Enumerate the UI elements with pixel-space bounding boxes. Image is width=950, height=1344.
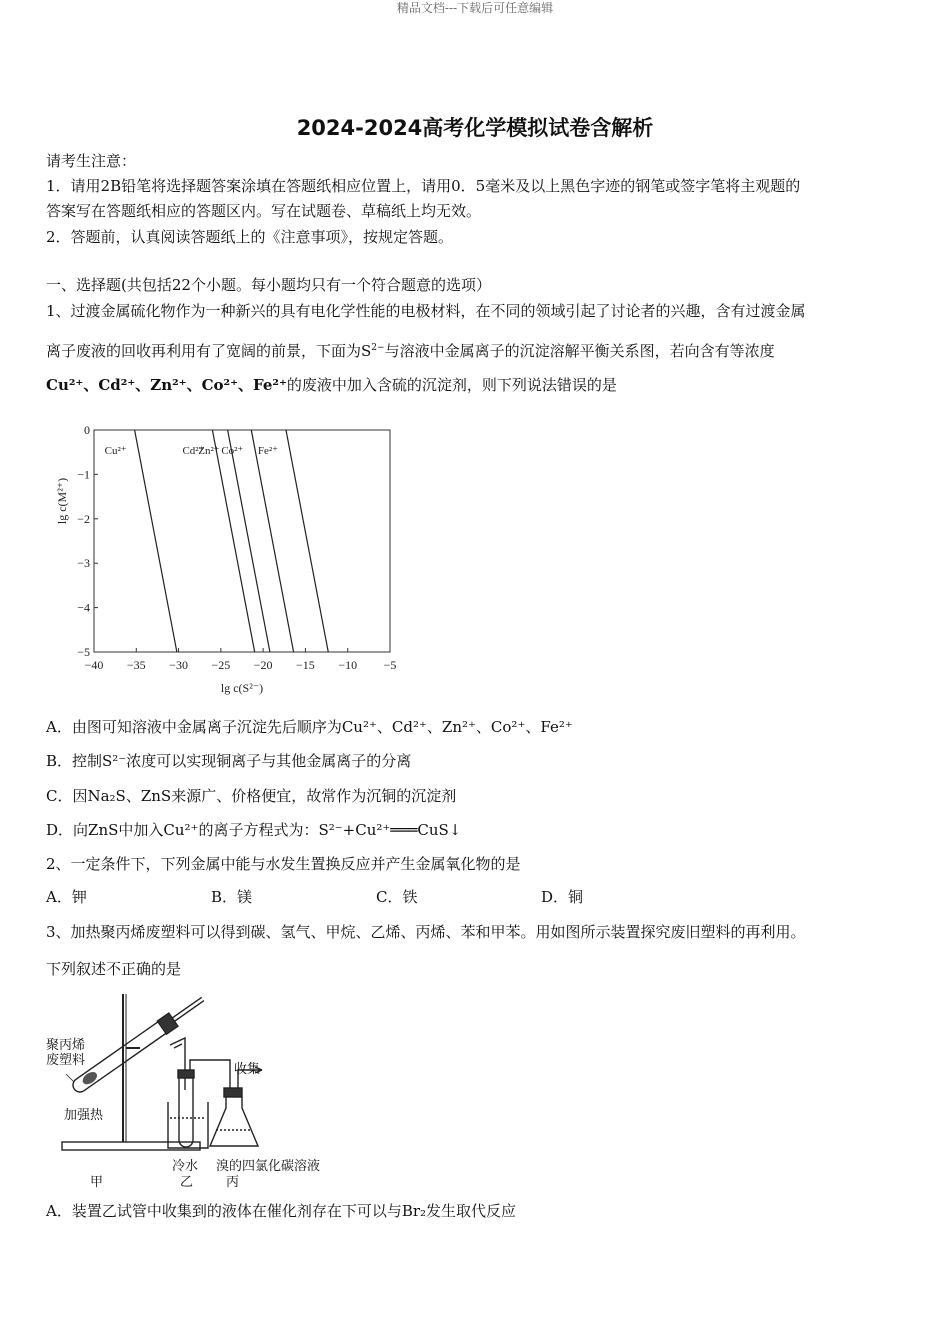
series-line	[251, 430, 293, 652]
series-line	[135, 430, 177, 652]
solubility-chart	[52, 418, 412, 700]
series-label: Fe²⁺	[257, 445, 278, 457]
q2-option-b: B．镁	[211, 888, 253, 906]
heating-tube	[70, 992, 208, 1095]
delivery-tube-1	[170, 1038, 185, 1090]
y-tick-label: 0	[84, 423, 90, 437]
q2-option-a: A．钾	[46, 888, 87, 906]
plastic-pointer	[66, 1074, 74, 1082]
y-tick-label: −3	[77, 556, 90, 571]
label-plastic-1: 聚丙烯	[46, 1038, 86, 1053]
label-yi: 乙	[180, 1175, 194, 1190]
series-label: Cd²⁺	[182, 445, 205, 457]
sulfide-charge: 2−	[371, 343, 385, 353]
conical-flask	[210, 1097, 258, 1146]
notice-item1-line1: 1．请用2B铅笔将选择题答案涂填在答题纸相应位置上，请用0．5毫米及以上黑色字迹的钢笔或签字笔将主观题的	[46, 177, 801, 195]
label-cold-water: 冷水	[172, 1159, 199, 1174]
q3-option-a: A．装置乙试管中收集到的液体在催化剂存在下可以与Br₂发生取代反应	[46, 1202, 517, 1220]
y-tick-label: −1	[77, 467, 90, 482]
q1-stem-line1: 1、过渡金属硫化物作为一种新兴的具有电化学性能的电极材料，在不同的领域引起了讨论者的兴趣，含有过渡金属	[46, 302, 806, 320]
series-label: Zn²⁺	[198, 445, 220, 457]
plastic-sample	[80, 1069, 99, 1086]
q1-stem-line3-rest: 的废液中加入含硫的沉淀剂，则下列说法错误的是	[286, 376, 617, 394]
x-tick-label: −35	[126, 658, 146, 672]
series-label: Cu²⁺	[104, 445, 127, 457]
label-collect: 收集	[234, 1062, 261, 1077]
beaker	[168, 1102, 208, 1148]
x-tick-label: −15	[296, 658, 315, 672]
q1-option-c: C．因Na₂S、ZnS来源广、价格便宜，故常作为沉铜的沉淀剂	[46, 787, 457, 805]
bing-stopper	[224, 1088, 242, 1097]
y-tick-label: −2	[77, 511, 90, 526]
notice-item1-line2: 答案写在答题纸相应的答题区内。写在试题卷、草稿纸上均无效。	[46, 202, 482, 220]
series-label: Co²⁺	[221, 445, 244, 457]
q1-stem-line2-b: 与溶液中金属离子的沉淀溶解平衡关系图，若向含有等浓度	[384, 342, 775, 360]
q2-option-d: D．铜	[541, 888, 584, 906]
label-bing: 丙	[226, 1175, 240, 1190]
q2-stem: 2、一定条件下，下列金属中能与水发生置换反应并产生金属氧化物的是	[46, 855, 521, 873]
series-line	[286, 430, 328, 652]
x-tick-label: −30	[169, 658, 188, 672]
label-heat: 加强热	[64, 1108, 104, 1123]
q1-stem-line2-a: 离子废液的回收再利用有了宽阔的前景，下面为S	[46, 342, 372, 360]
page-header: 精品文档---下载后可任意编辑	[396, 1, 554, 15]
section-heading: 一、选择题(共包括22个小题。每小题均只有一个符合题意的选项）	[46, 276, 491, 294]
q3-stem-line2: 下列叙述不正确的是	[46, 960, 182, 978]
q1-option-b: B．控制S²⁻浓度可以实现铜离子与其他金属离子的分离	[46, 752, 412, 770]
q1-stem-line3	[46, 375, 906, 395]
q2-option-c: C．铁	[376, 888, 418, 906]
x-tick-label: −20	[253, 658, 273, 672]
q1-option-a: A．由图可知溶液中金属离子沉淀先后顺序为Cu²⁺、Cd²⁺、Zn²⁺、Co²⁺、Fe²⁺	[46, 718, 573, 736]
notice-heading: 请考生注意：	[46, 152, 137, 170]
yi-tube	[179, 1078, 193, 1147]
yi-stopper	[178, 1070, 194, 1078]
x-axis-label: lg c(S²⁻)	[220, 681, 264, 695]
y-axis-label: lg c(M²⁺)	[55, 477, 69, 525]
q3-stem-line1: 3、加热聚丙烯废塑料可以得到碳、氢气、甲烷、乙烯、丙烯、苯和甲苯。用如图所示装置探究废旧塑料的再利用。	[46, 923, 806, 941]
tube-outlet	[172, 997, 201, 1018]
q1-ion-list: Cu²⁺、Cd²⁺、Zn²⁺、Co²⁺、Fe²⁺	[46, 376, 287, 394]
q1-stem-line2	[46, 338, 906, 361]
y-tick-label: −4	[77, 600, 90, 615]
tube-outlet-edge	[175, 1001, 204, 1022]
label-jia: 甲	[90, 1175, 104, 1190]
x-tick-label: −25	[211, 658, 231, 672]
label-plastic-2: 废塑料	[46, 1053, 86, 1068]
y-tick-label: −5	[77, 645, 90, 659]
x-tick-label: −5	[383, 658, 397, 672]
apparatus-label-plastic	[46, 1038, 85, 1068]
x-tick-label: −10	[338, 658, 358, 672]
page-title: 2024-2024高考化学模拟试卷含解析	[296, 116, 654, 140]
label-bromine-solution: 溴的四氯化碳溶液	[216, 1159, 321, 1174]
notice-item2: 2．答题前，认真阅读答题纸上的《注意事项》，按规定答题。	[46, 228, 454, 246]
plot-frame	[94, 430, 390, 652]
x-tick-label: −40	[84, 658, 104, 672]
q1-option-d: D．向ZnS中加入Cu²⁺的离子方程式为：S²⁻+Cu²⁺═══CuS↓	[46, 821, 462, 839]
